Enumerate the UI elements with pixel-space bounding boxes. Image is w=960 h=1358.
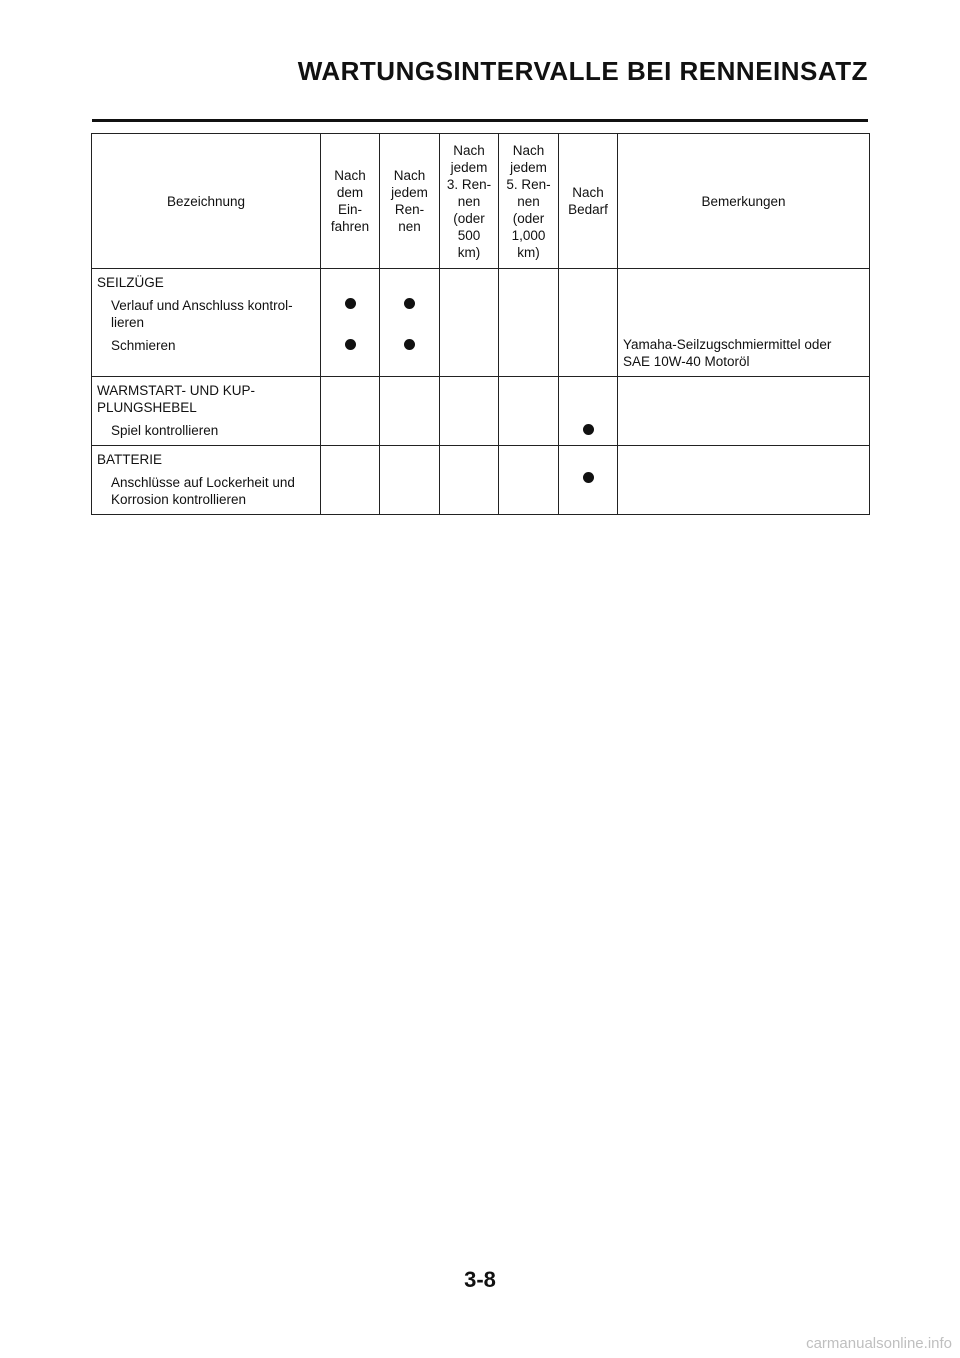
- page-number: 3-8: [464, 1267, 496, 1292]
- page-title: WARTUNGSINTERVALLE BEI RENNEINSATZ: [297, 56, 868, 86]
- watermark: carmanualsonline.info: [806, 1335, 952, 1352]
- mark-cell: [321, 377, 380, 446]
- mark-cell: [440, 446, 499, 515]
- header-every-race: Nach jedem Ren- nen: [380, 134, 440, 269]
- group-title: WARMSTART- UND KUP- PLUNGSHEBEL: [97, 383, 255, 415]
- group-title: BATTERIE: [97, 452, 163, 467]
- item-label: Schmieren: [111, 338, 176, 353]
- mark-cell: [321, 269, 380, 377]
- check-dot-icon: [345, 339, 356, 350]
- check-dot-icon: [345, 298, 356, 309]
- header-remarks: Bemerkungen: [618, 134, 870, 269]
- mark-cell: [440, 269, 499, 377]
- remark-cell: [618, 446, 870, 515]
- check-dot-icon: [404, 339, 415, 350]
- mark-cell: [559, 446, 618, 515]
- check-dot-icon: [583, 472, 594, 483]
- header-every-3-races: Nach jedem 3. Ren- nen (oder 500 km): [440, 134, 499, 269]
- remark-text: Yamaha-Seilzugschmiermittel oder SAE 10W-40 Motoröl: [623, 337, 832, 369]
- check-dot-icon: [404, 298, 415, 309]
- remark-cell: [618, 269, 870, 377]
- group-title: SEILZÜGE: [97, 275, 164, 290]
- header-name: Bezeichnung: [92, 134, 321, 269]
- group-cell-warmstart: [92, 377, 321, 446]
- table-row-batterie: [92, 446, 870, 515]
- mark-cell: [440, 377, 499, 446]
- table-row-warmstart: [92, 377, 870, 446]
- remark-cell: [618, 377, 870, 446]
- group-cell-seilzuege: [92, 269, 321, 377]
- mark-cell: [380, 269, 440, 377]
- mark-cell: [499, 269, 559, 377]
- check-dot-icon: [583, 424, 594, 435]
- header-as-needed: Nach Bedarf: [559, 134, 618, 269]
- mark-cell: [380, 377, 440, 446]
- maintenance-table: [91, 133, 870, 515]
- mark-cell: [559, 269, 618, 377]
- mark-cell: [559, 377, 618, 446]
- table-header-row: [92, 134, 870, 269]
- mark-cell: [499, 446, 559, 515]
- item-label: Anschlüsse auf Lockerheit und Korrosion kontrollieren: [111, 475, 295, 507]
- table-row-seilzuege: [92, 269, 870, 377]
- header-every-5-races: Nach jedem 5. Ren- nen (oder 1,000 km): [499, 134, 559, 269]
- mark-cell: [499, 377, 559, 446]
- title-rule: [92, 119, 868, 122]
- mark-cell: [321, 446, 380, 515]
- group-cell-batterie: [92, 446, 321, 515]
- item-label: Verlauf und Anschluss kontrol- lieren: [111, 298, 293, 330]
- item-label: Spiel kontrollieren: [111, 423, 219, 438]
- header-after-break-in: Nach dem Ein- fahren: [321, 134, 380, 269]
- mark-cell: [380, 446, 440, 515]
